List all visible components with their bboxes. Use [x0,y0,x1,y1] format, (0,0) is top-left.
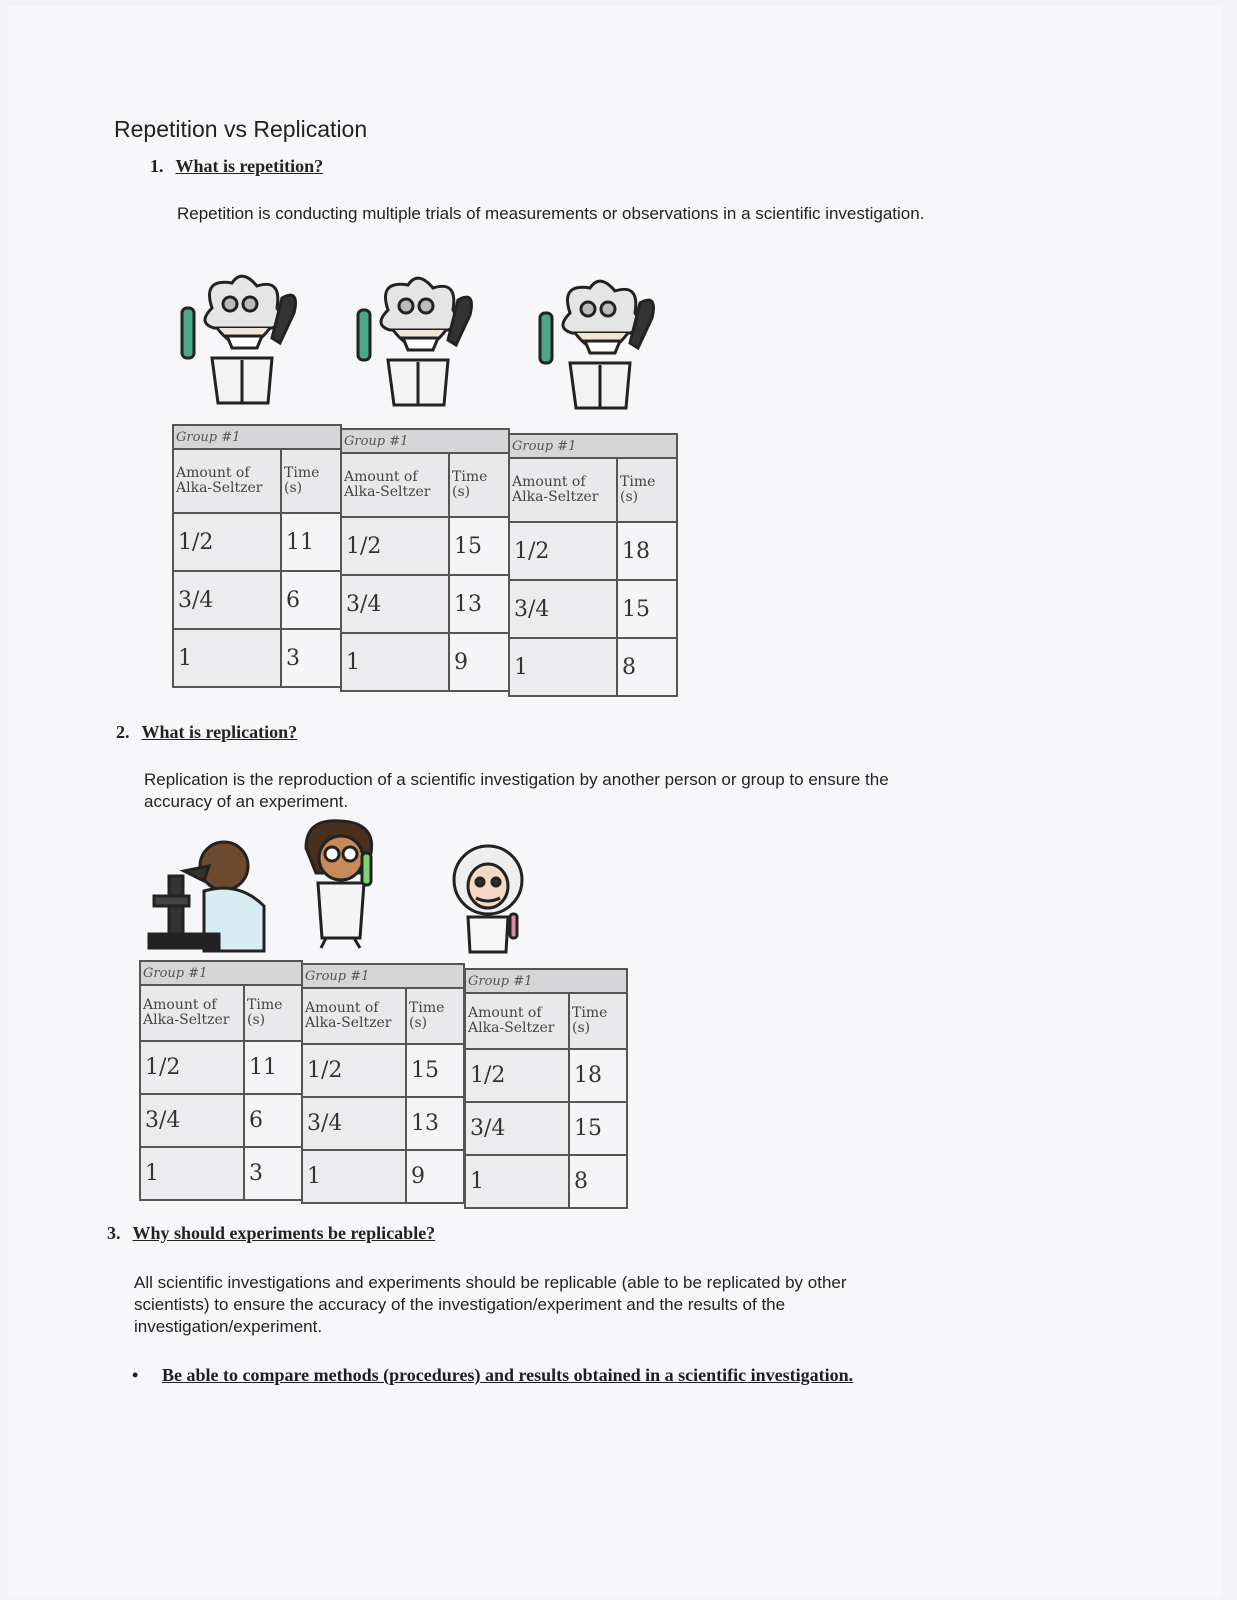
column-header-time: Time (s) [569,993,627,1049]
amount-cell: 1 [140,1147,244,1200]
answer-1: Repetition is conducting multiple trials of measurements or observations in a scientific investigation. [177,204,925,223]
table-group-label: Group #1 [341,429,509,453]
amount-cell: 3/4 [173,571,281,629]
amount-cell: 1/2 [509,522,617,580]
table-group-label: Group #1 [302,964,464,988]
table-group-label: Group #1 [140,961,302,985]
time-cell: 8 [617,638,677,696]
question-1-text: What is repetition? [175,156,324,176]
column-header-amount: Amount of Alka-Seltzer [302,988,406,1044]
time-cell: 15 [449,517,509,575]
table-group-label: Group #1 [173,425,341,449]
mad-scientist-illustration-3 [530,273,670,413]
amount-cell: 3/4 [509,580,617,638]
time-cell: 8 [569,1155,627,1208]
answer-2: Replication is the reproduction of a scientific investigation by another person or group to ensure the accuracy of an experiment. [144,770,889,811]
amount-cell: 1/2 [302,1044,406,1097]
column-header-amount: Amount of Alka-Seltzer [341,453,449,517]
amount-cell: 3/4 [341,575,449,633]
column-header-amount: Amount of Alka-Seltzer [140,985,244,1041]
column-header-time: Time (s) [281,449,341,513]
time-cell: 6 [281,571,341,629]
amount-cell: 1 [302,1150,406,1203]
amount-cell: 1 [173,629,281,687]
question-1-number: 1. [150,156,164,176]
time-cell: 15 [617,580,677,638]
amount-cell: 1 [509,638,617,696]
microscope-scientist-illustration [144,836,274,956]
key-point-text: Be able to compare methods (procedures) and results obtained in a scientific investigation. [162,1365,854,1385]
column-header-amount: Amount of Alka-Seltzer [173,449,281,513]
einstein-scientist-illustration [448,842,533,957]
amount-cell: 3/4 [465,1102,569,1155]
table-group-label: Group #1 [509,434,677,458]
replication-table-3 [464,968,628,1209]
amount-cell: 1/2 [173,513,281,571]
mad-scientist-illustration-2 [348,270,488,410]
time-cell: 15 [569,1102,627,1155]
repetition-table-1 [172,424,342,688]
column-header-amount: Amount of Alka-Seltzer [509,458,617,522]
scientist-with-test-tube-illustration [296,818,386,953]
time-cell: 11 [244,1041,302,1094]
column-header-time: Time (s) [406,988,464,1044]
time-cell: 6 [244,1094,302,1147]
page-title: Repetition vs Replication [114,116,368,142]
column-header-amount: Amount of Alka-Seltzer [465,993,569,1049]
question-3-text: Why should experiments be replicable? [132,1223,436,1243]
amount-cell: 1/2 [341,517,449,575]
replication-table-1 [139,960,303,1201]
time-cell: 15 [406,1044,464,1097]
column-header-time: Time (s) [617,458,677,522]
answer-3: All scientific investigations and experiments should be replicable (able to be replicated by other scientists) to ensure the accuracy of the investigation/experiment and the results of the investigation/experiment. [134,1273,847,1336]
time-cell: 18 [569,1049,627,1102]
replication-table-2 [301,963,465,1204]
time-cell: 13 [406,1097,464,1150]
question-3-number: 3. [107,1223,121,1243]
repetition-table-2 [340,428,510,692]
time-cell: 11 [281,513,341,571]
table-group-label: Group #1 [465,969,627,993]
time-cell: 13 [449,575,509,633]
column-header-time: Time (s) [449,453,509,517]
column-header-time: Time (s) [244,985,302,1041]
bullet-dot-icon: • [132,1365,139,1385]
amount-cell: 1/2 [140,1041,244,1094]
key-point-bullet [132,1364,892,1386]
amount-cell: 1/2 [465,1049,569,1102]
question-2 [116,722,297,743]
question-2-text: What is replication? [141,722,298,742]
time-cell: 3 [281,629,341,687]
time-cell: 9 [406,1150,464,1203]
repetition-table-3 [508,433,678,697]
time-cell: 18 [617,522,677,580]
amount-cell: 1 [465,1155,569,1208]
question-2-number: 2. [116,722,130,742]
mad-scientist-illustration-1 [172,268,312,408]
time-cell: 9 [449,633,509,691]
question-3 [107,1223,435,1244]
question-1 [150,156,323,177]
amount-cell: 3/4 [140,1094,244,1147]
amount-cell: 1 [341,633,449,691]
time-cell: 3 [244,1147,302,1200]
amount-cell: 3/4 [302,1097,406,1150]
